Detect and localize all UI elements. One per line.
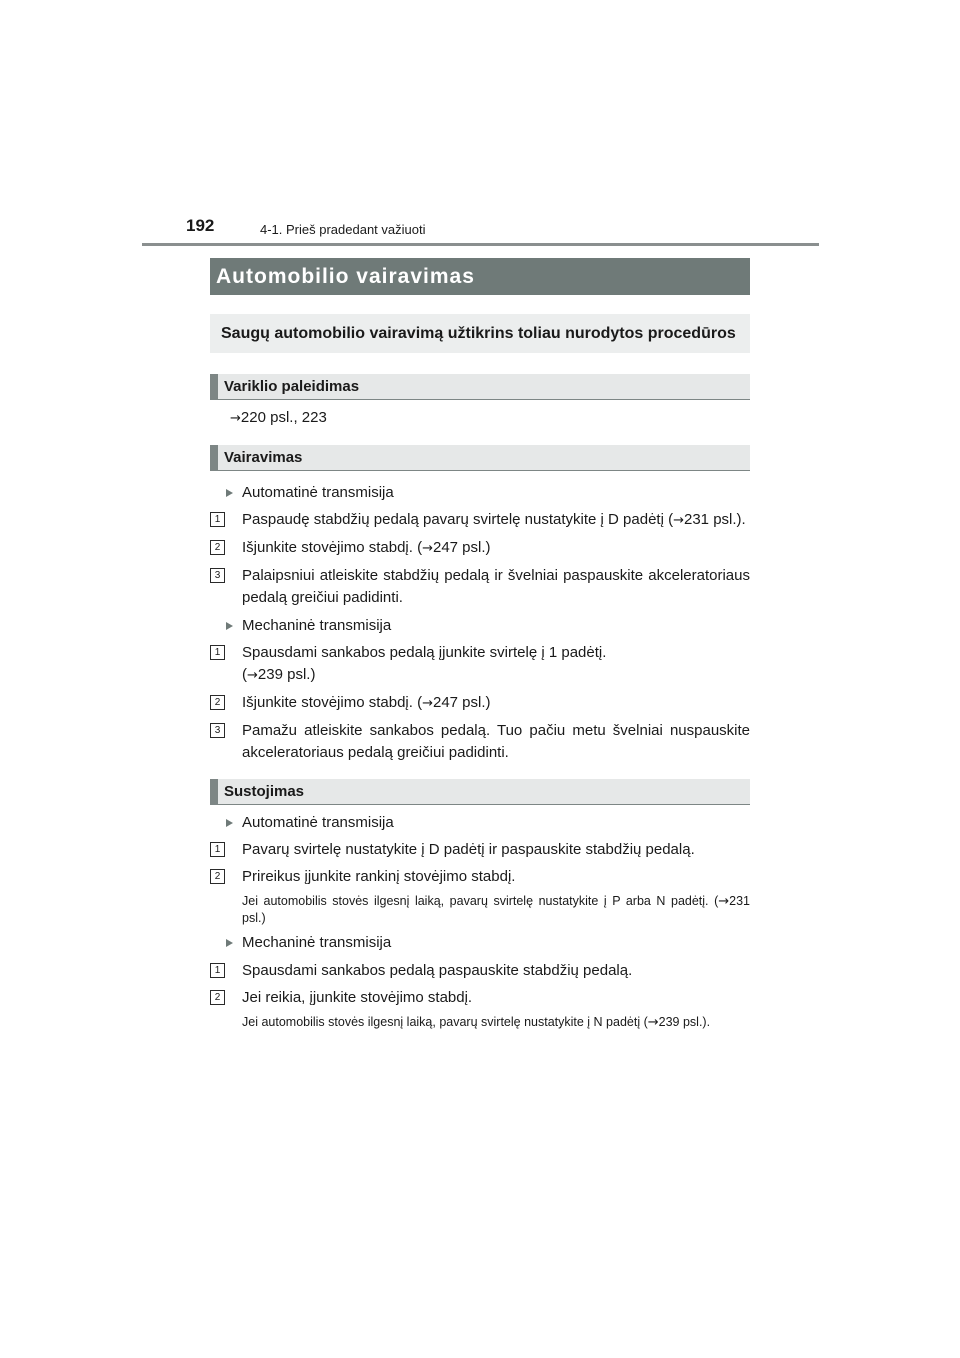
page-title: Automobilio vairavimas <box>210 258 750 295</box>
stopping-manual-step-2: 2 Jei reikia, įjunkite stovėjimo stabdį. <box>210 987 750 1009</box>
engine-start-reference: →220 psl., 223 <box>230 409 327 426</box>
arrow-right-icon: → <box>422 541 433 556</box>
page-content <box>210 258 750 1031</box>
stopping-automatic-note: Jei automobilis stovės ilgesnį laiką, pavarų svirtelę nustatykite į P arba N padėtį. (→231 psl.) <box>242 894 750 925</box>
step-number-badge: 2 <box>210 869 225 884</box>
driving-manual-label: Mechaninė transmisija <box>210 616 750 636</box>
step-number-badge: 2 <box>210 540 225 555</box>
arrow-right-icon: → <box>718 894 730 909</box>
step-number-badge: 3 <box>210 568 225 583</box>
stopping-automatic-label: Automatinė transmisija <box>210 813 750 833</box>
step-number-badge: 3 <box>210 723 225 738</box>
page-number: 192 <box>186 216 215 235</box>
driving-manual-step-1: 1 Spausdami sankabos pedalą įjunkite svirtelę į 1 padėtį. (→239 psl.) <box>210 642 750 687</box>
section-heading-engine-start: Variklio paleidimas <box>210 374 750 400</box>
stopping-manual-step-1: 1 Spausdami sankabos pedalą paspauskite stabdžių pedalą. <box>210 960 750 982</box>
intro-text: Saugų automobilio vairavimą užtikrins toliau nurodytos procedūros <box>221 325 736 342</box>
section-heading-driving: Vairavimas <box>210 445 750 471</box>
stopping-manual-label: Mechaninė transmisija <box>210 933 750 953</box>
step-number-badge: 1 <box>210 512 225 527</box>
driving-automatic-step-3: 3 Palaipsniui atleiskite stabdžių pedalą ir švelniai paspauskite akceleratoriaus pedalą greičiui padidinti. <box>210 565 750 609</box>
driving-manual-step-3: 3 Pamažu atleiskite sankabos pedalą. Tuo pačiu metu švelniai nuspauskite akceleratoriaus pedalą greičiui padidinti. <box>210 720 750 764</box>
intro-box <box>210 314 750 353</box>
stopping-manual-note: Jei automobilis stovės ilgesnį laiką, pavarų svirtelę nustatykite į N padėtį (→239 psl.). <box>242 1015 711 1030</box>
triangle-bullet-icon <box>226 819 233 827</box>
header-divider <box>142 243 819 246</box>
triangle-bullet-icon <box>226 622 233 630</box>
step-number-badge: 2 <box>210 990 225 1005</box>
driving-automatic-label: Automatinė transmisija <box>210 483 750 503</box>
triangle-bullet-icon <box>226 939 233 947</box>
step-number-badge: 1 <box>210 842 225 857</box>
driving-manual-step-2: 2 Išjunkite stovėjimo stabdį. (→247 psl.) <box>210 692 750 715</box>
arrow-right-icon: → <box>673 513 684 528</box>
step-number-badge: 1 <box>210 963 225 978</box>
arrow-right-icon: → <box>647 1015 659 1030</box>
driving-automatic-step-2: 2 Išjunkite stovėjimo stabdį. (→247 psl.) <box>210 537 750 560</box>
stopping-automatic-step-1: 1 Pavarų svirtelę nustatykite į D padėtį ir paspauskite stabdžių pedalą. <box>210 839 750 861</box>
triangle-bullet-icon <box>226 489 233 497</box>
section-path: 4-1. Prieš pradedant važiuoti <box>260 222 426 237</box>
section-heading-stopping: Sustojimas <box>210 779 750 805</box>
step-number-badge: 2 <box>210 695 225 710</box>
arrow-right-icon: → <box>422 696 433 711</box>
arrow-right-icon: → <box>247 668 258 683</box>
stopping-automatic-step-2: 2 Prireikus įjunkite rankinį stovėjimo stabdį. <box>210 866 750 888</box>
driving-automatic-step-1: 1 Paspaudę stabdžių pedalą pavarų svirtelę nustatykite į D padėtį (→231 psl.). <box>210 509 750 532</box>
arrow-right-icon: → <box>230 411 241 426</box>
step-number-badge: 1 <box>210 645 225 660</box>
